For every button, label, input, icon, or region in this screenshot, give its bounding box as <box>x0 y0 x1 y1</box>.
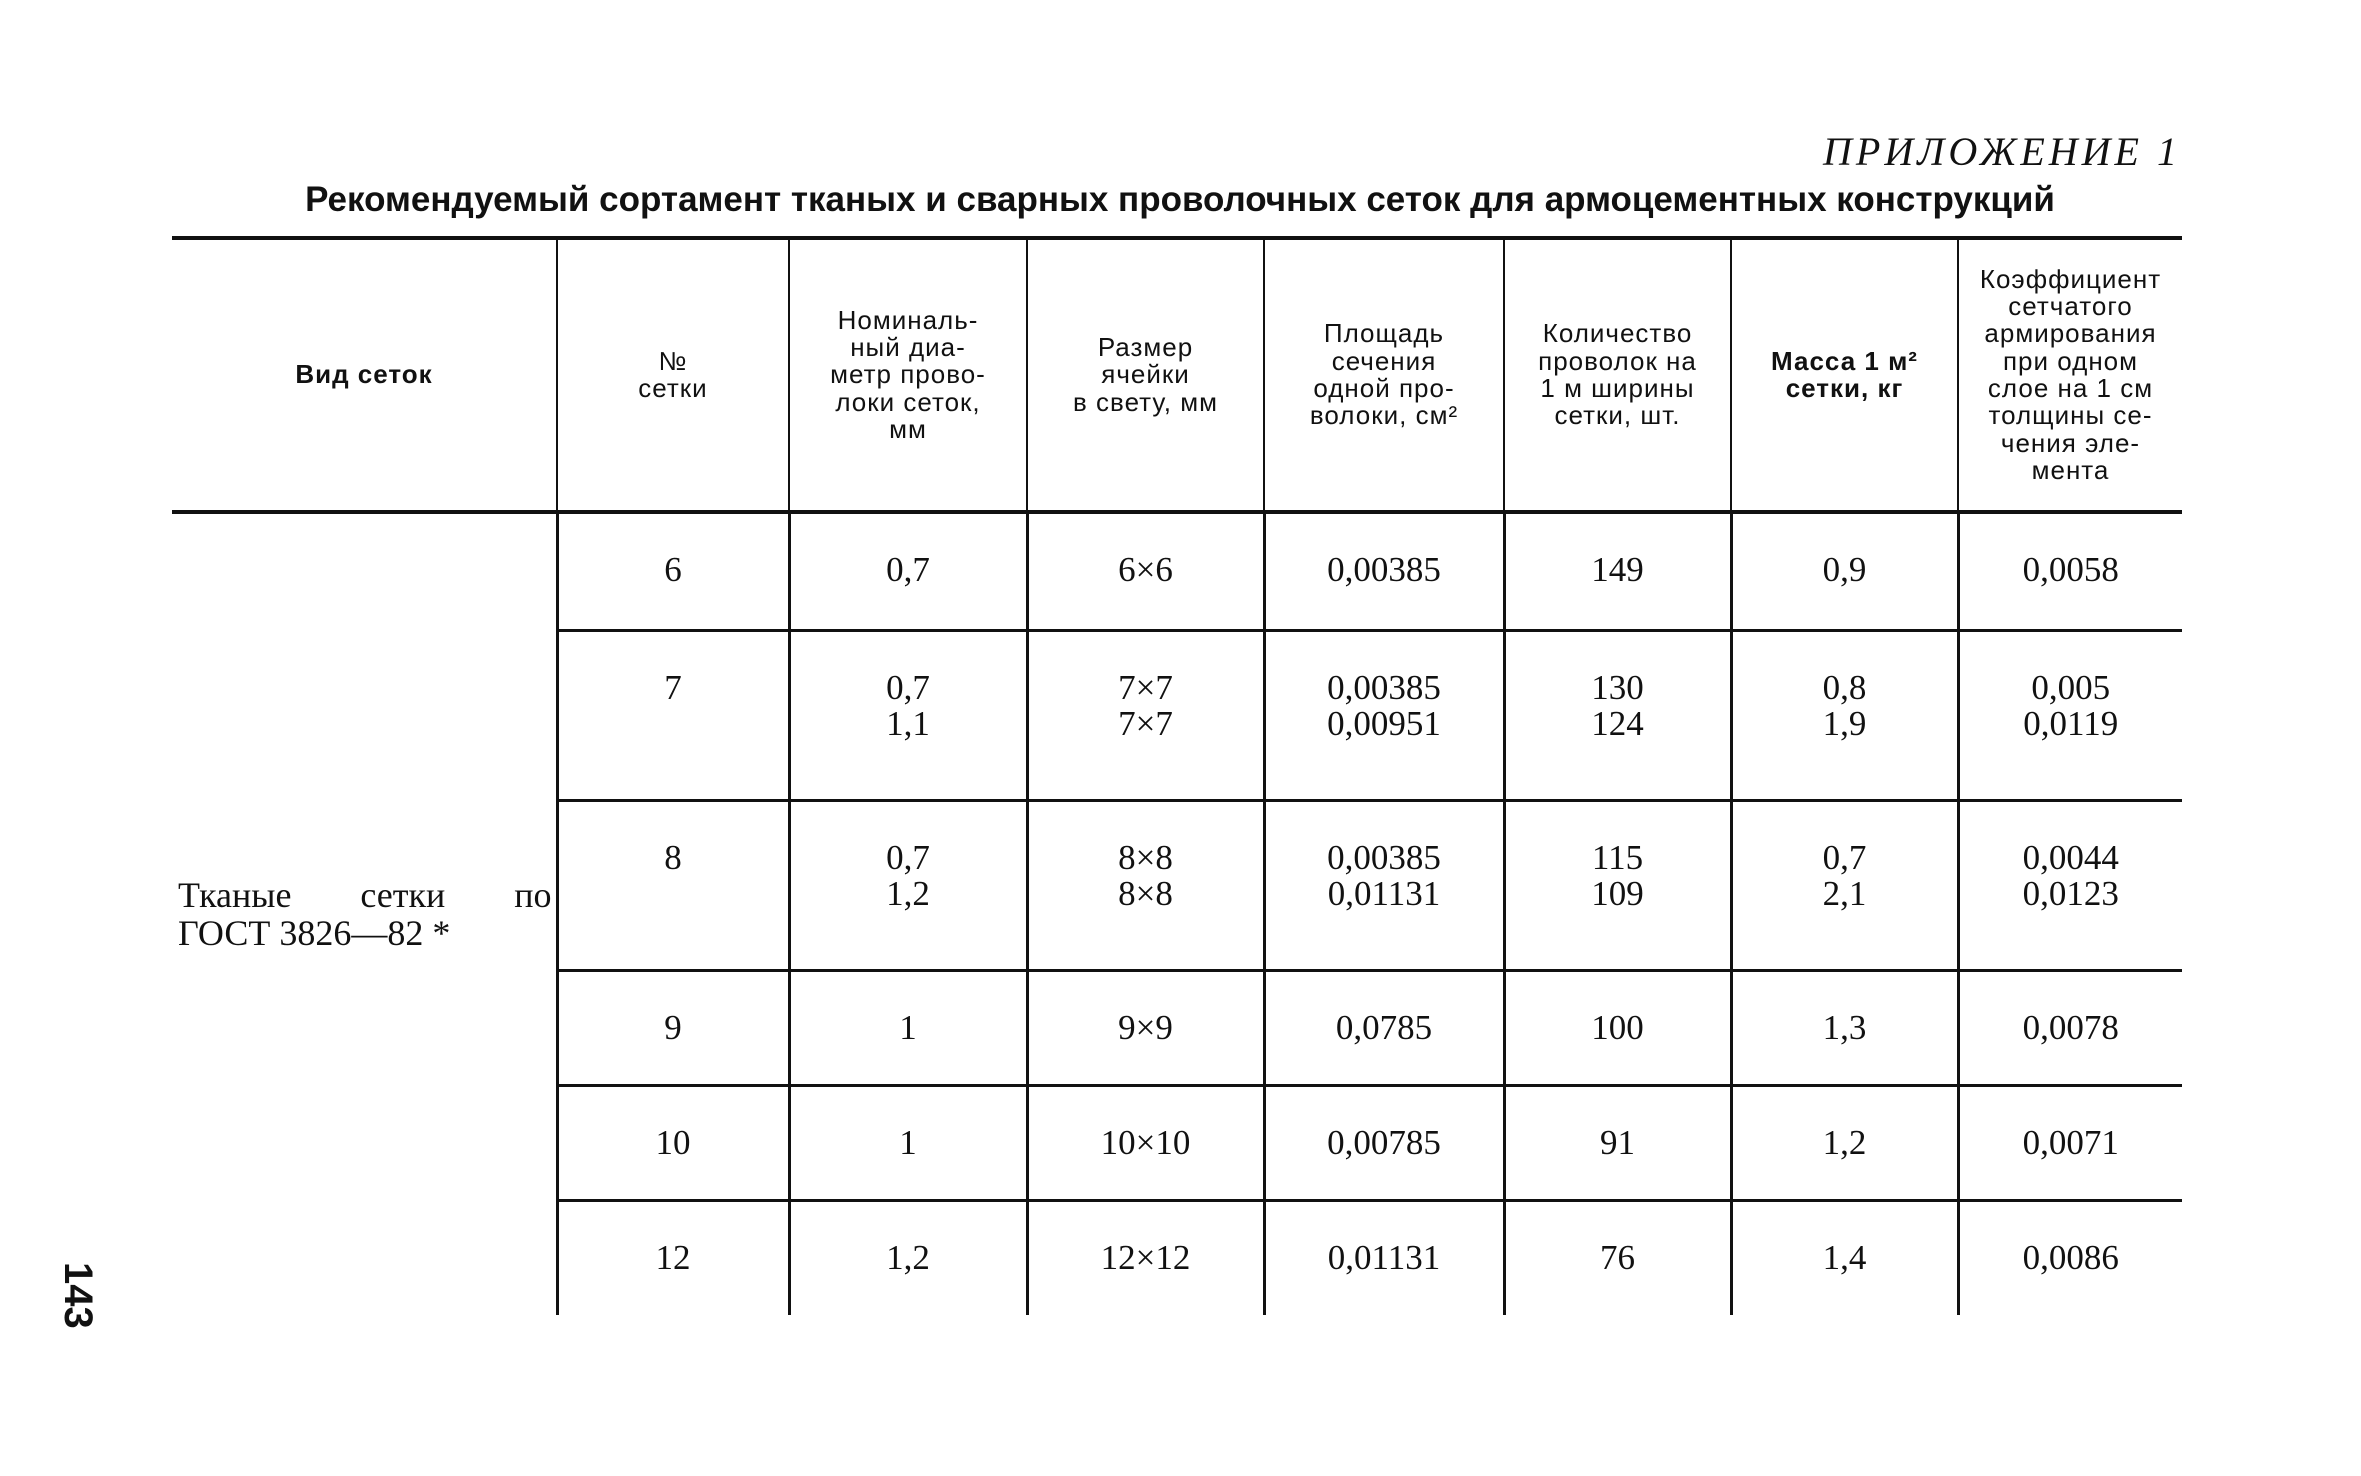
reinforcement-coef-value: 0,0058 <box>2022 550 2119 589</box>
header-line: Масса 1 м² <box>1771 345 1918 376</box>
header-line: мм <box>889 413 927 444</box>
cell-size-cell <box>1027 512 1264 630</box>
header-mesh-type <box>172 238 557 512</box>
cell-size-cell <box>1027 1085 1264 1200</box>
header-line: при одном <box>2002 345 2139 376</box>
mesh-number-cell: 6 <box>557 512 789 630</box>
wire-area-value: 0,00385 <box>1327 550 1441 589</box>
mesh-type-cell <box>172 512 557 1315</box>
table-row <box>172 512 2182 630</box>
reinforcement-coef-cell <box>1958 630 2182 800</box>
mass-value: 1,9 <box>1822 704 1867 744</box>
wire-diameter-value: 0,7 <box>886 837 930 877</box>
header-line: 1 м ширины <box>1540 373 1695 403</box>
header-line: сетчатого <box>2008 291 2133 322</box>
header-line: мента <box>2031 454 2110 485</box>
wire-count-value: 76 <box>1600 1237 1635 1277</box>
cell-size-value: 7×7 <box>1118 667 1173 707</box>
wire-count-cell <box>1504 630 1731 800</box>
header-line: волоки, см² <box>1309 400 1459 431</box>
cell-size-value: 10×10 <box>1100 1122 1191 1162</box>
reinforcement-coef-value: 0,0071 <box>2022 1122 2119 1162</box>
header-line: армирования <box>1984 318 2157 349</box>
mesh-type-word: по <box>514 874 552 915</box>
cell-size-value: 8×8 <box>1118 874 1173 914</box>
header-line: сетки, кг <box>1785 373 1904 403</box>
header-line: слое на 1 см <box>1987 373 2154 403</box>
header-line: в свету, мм <box>1073 386 1218 417</box>
mass-cell <box>1731 800 1958 970</box>
wire-area-cell <box>1264 1200 1504 1315</box>
wire-diameter-cell <box>789 630 1027 800</box>
reinforcement-coef-value: 0,0123 <box>2022 874 2119 914</box>
wire-diameter-value: 0,7 <box>886 550 930 589</box>
wire-area-cell <box>1264 512 1504 630</box>
cell-size-cell <box>1027 630 1264 800</box>
wire-area-value: 0,00951 <box>1327 704 1441 744</box>
wire-area-value: 0,00385 <box>1327 667 1441 707</box>
mesh-number-cell: 10 <box>557 1085 789 1200</box>
wire-diameter-value: 1,2 <box>886 874 930 914</box>
wire-count-value: 109 <box>1591 874 1644 914</box>
cell-size-cell <box>1027 800 1264 970</box>
header-line: ячейки <box>1101 359 1190 390</box>
cell-size-cell <box>1027 970 1264 1085</box>
wire-area-cell <box>1264 800 1504 970</box>
wire-count-cell <box>1504 970 1731 1085</box>
wire-count-value: 124 <box>1591 704 1644 744</box>
reinforcement-coef-value: 0,0044 <box>2022 837 2119 877</box>
mesh-type-standard: ГОСТ 3826—82 * <box>178 912 451 953</box>
wire-diameter-cell <box>789 800 1027 970</box>
header-line: проволок на <box>1538 345 1697 376</box>
header-line: метр прово- <box>830 359 986 390</box>
wire-count-value: 91 <box>1600 1122 1635 1162</box>
wire-count-cell <box>1504 800 1731 970</box>
header-line: ный диа- <box>850 332 966 363</box>
mesh-type-line1 <box>178 874 556 915</box>
header-line: Коэффициент <box>1979 263 2162 294</box>
wire-count-value: 130 <box>1591 667 1644 707</box>
header-wire-count <box>1504 238 1731 512</box>
mesh-type-word: Тканые <box>178 874 292 915</box>
header-line: сетки, шт. <box>1554 400 1681 431</box>
header-line: Количество <box>1542 318 1693 349</box>
mass-cell <box>1731 1200 1958 1315</box>
wire-area-value: 0,0785 <box>1335 1007 1433 1047</box>
wire-area-value: 0,00385 <box>1327 837 1441 877</box>
header-line: Размер <box>1097 332 1194 363</box>
wire-diameter-cell <box>789 512 1027 630</box>
wire-diameter-cell <box>789 970 1027 1085</box>
mass-value: 0,9 <box>1822 550 1867 589</box>
wire-count-cell <box>1504 1200 1731 1315</box>
header-line: одной про- <box>1313 373 1455 403</box>
wire-diameter-cell <box>789 1085 1027 1200</box>
header-line: локи сеток, <box>835 386 981 417</box>
wire-area-value: 0,01131 <box>1327 874 1441 914</box>
wire-count-value: 115 <box>1591 837 1644 877</box>
wire-count-value: 100 <box>1591 1007 1644 1047</box>
cell-size-value: 6×6 <box>1118 550 1173 589</box>
header-line: Вид сеток <box>295 359 433 390</box>
cell-size-value: 7×7 <box>1118 704 1173 744</box>
mass-cell <box>1731 512 1958 630</box>
mass-value: 0,7 <box>1822 837 1867 877</box>
mesh-assortment-table <box>172 236 2182 1315</box>
header-line: толщины се- <box>1988 400 2153 431</box>
header-mesh-number <box>557 238 789 512</box>
reinforcement-coef-value: 0,0119 <box>2023 704 2119 744</box>
mesh-number-cell: 12 <box>557 1200 789 1315</box>
header-row <box>172 238 2182 512</box>
reinforcement-coef-cell <box>1958 970 2182 1085</box>
header-cell-size <box>1027 238 1264 512</box>
reinforcement-coef-cell <box>1958 512 2182 630</box>
wire-diameter-value: 0,7 <box>886 667 930 707</box>
table-title: Рекомендуемый сортамент тканых и сварных проволочных сеток для армоцементных конструкций <box>305 180 2055 219</box>
mass-value: 2,1 <box>1822 874 1867 914</box>
reinforcement-coef-value: 0,0086 <box>2022 1237 2119 1277</box>
header-wire-area <box>1264 238 1504 512</box>
reinforcement-coef-cell <box>1958 1085 2182 1200</box>
cell-size-value: 9×9 <box>1118 1007 1173 1047</box>
header-line: Площадь <box>1323 318 1445 349</box>
wire-area-cell <box>1264 970 1504 1085</box>
appendix-label: ПРИЛОЖЕНИЕ 1 <box>1823 129 2181 174</box>
wire-area-value: 0,00785 <box>1327 1122 1441 1162</box>
page-number: 143 <box>56 1262 100 1329</box>
cell-size-value: 8×8 <box>1118 837 1173 877</box>
mass-cell <box>1731 630 1958 800</box>
wire-area-value: 0,01131 <box>1327 1237 1441 1277</box>
mesh-type-word: сетки <box>360 874 446 915</box>
reinforcement-coef-value: 0,005 <box>2031 667 2111 707</box>
wire-diameter-value: 1 <box>899 1007 917 1047</box>
mesh-number-cell: 9 <box>557 970 789 1085</box>
wire-diameter-value: 1,1 <box>886 704 930 744</box>
reinforcement-coef-value: 0,0078 <box>2022 1007 2119 1047</box>
header-line: № <box>658 345 688 376</box>
cell-size-value: 12×12 <box>1100 1237 1191 1277</box>
wire-diameter-cell <box>789 1200 1027 1315</box>
mass-value: 1,2 <box>1822 1122 1867 1162</box>
mesh-number-cell: 7 <box>557 630 789 800</box>
mass-cell <box>1731 970 1958 1085</box>
header-line: Номиналь- <box>837 304 979 335</box>
mass-value: 1,4 <box>1822 1237 1867 1277</box>
wire-count-cell <box>1504 512 1731 630</box>
mass-value: 0,8 <box>1822 667 1867 707</box>
wire-diameter-value: 1 <box>899 1122 917 1162</box>
reinforcement-coef-cell <box>1958 800 2182 970</box>
header-wire-diameter <box>789 238 1027 512</box>
mass-value: 1,3 <box>1822 1007 1867 1047</box>
reinforcement-coef-cell <box>1958 1200 2182 1315</box>
cell-size-cell <box>1027 1200 1264 1315</box>
wire-area-cell <box>1264 630 1504 800</box>
wire-count-cell <box>1504 1085 1731 1200</box>
mass-cell <box>1731 1085 1958 1200</box>
header-line: сечения <box>1331 345 1437 376</box>
header-reinforcement-coef <box>1958 238 2182 512</box>
wire-count-value: 149 <box>1591 550 1644 589</box>
mesh-number-cell: 8 <box>557 800 789 970</box>
header-line: сетки <box>638 373 708 403</box>
wire-area-cell <box>1264 1085 1504 1200</box>
header-line: чения эле- <box>2000 427 2141 458</box>
wire-diameter-value: 1,2 <box>886 1237 930 1277</box>
header-mass <box>1731 238 1958 512</box>
